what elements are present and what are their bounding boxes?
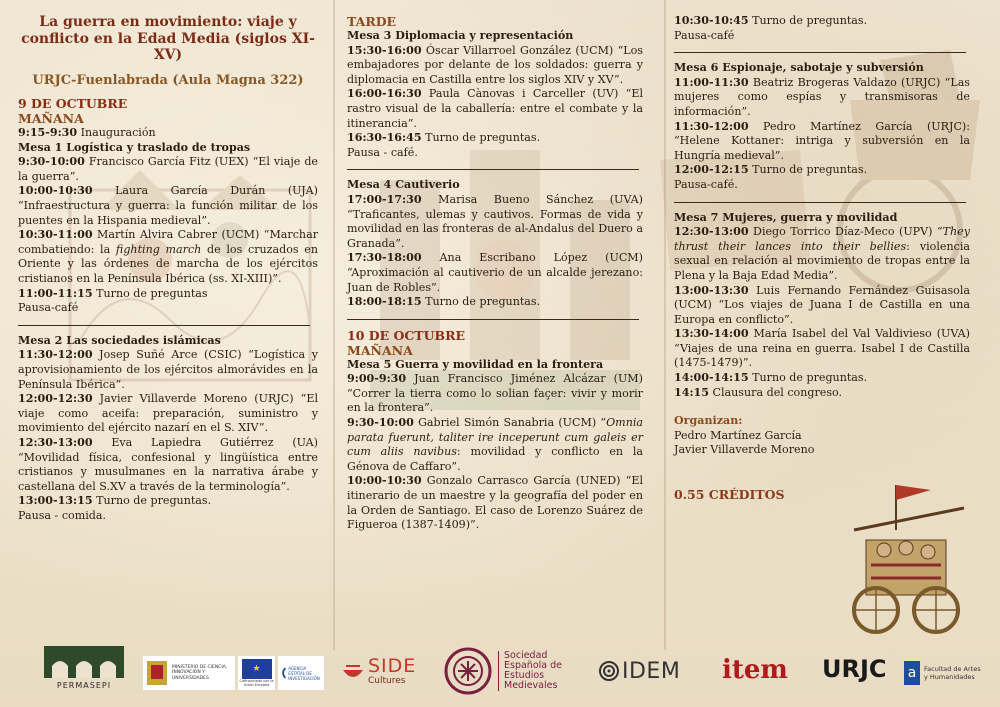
divider xyxy=(18,325,310,326)
spiral-icon xyxy=(598,660,620,682)
aqueduct-icon xyxy=(44,646,124,678)
schedule-entry: 10:30-11:00 Martín Alvira Cabrer (UCM) “Marchar combatiendo: la fighting march de los cruzados en Oriente y las órdenes de marcha de los ejércitos cristianos en la Península Ibérica (ss. XI-XIII)”. xyxy=(18,228,318,286)
schedule-entry: 15:30-16:00 Óscar Villarroel González (UCM) “Los embajadores por delante de los soldados: guerra y diplomacia en Castilla entre los siglos XIV y XV”. xyxy=(347,43,643,86)
agencia-logo: AGENCIA ESTATAL DE INVESTIGACIÓN xyxy=(278,656,324,690)
schedule-entry: 17:30-18:00 Ana Escribano López (UCM) “Aproximación al cautiverio de un alcalde jerezano: Juan de Robles”. xyxy=(347,251,643,294)
schedule-entry: 11:00-11:15 Turno de preguntas xyxy=(18,286,208,300)
schedule-entry: 12:00-12:30 Javier Villaverde Moreno (URJC) “El viaje como aceifa: preparación, suministro y movimiento del ejército nazarí en el S. XIV”. xyxy=(18,392,318,435)
seem-logo xyxy=(444,646,574,696)
schedule-entry: 9:30-10:00 Gabriel Simón Sanabria (UCM) “Omnia parata fuerunt, taliter ire inceperunt cum galeis er cum aliis navibus: movilidad y conflicto en la Génova de Caffaro”. xyxy=(347,416,643,473)
schedule-entry: 13:00-13:30 Luis Fernando Fernández Guisasola (UCM) “Los viajes de Juana I de Castilla en una Europa en conflicto”. xyxy=(674,283,971,326)
panel-title: Mesa 5 Guerra y movilidad en la frontera xyxy=(347,357,604,371)
schedule-entry: 10:00-10:30 Laura García Durán (UJA) “Infraestructura y guerra: la función militar de los puentes en la Hispania medieval”. xyxy=(18,184,319,227)
side-cultures-logo xyxy=(340,650,420,692)
credits: 0.55 CRÉDITOS xyxy=(674,487,785,503)
spain-coat-of-arms-icon xyxy=(145,659,169,687)
day-heading: 9 DE OCTUBRE xyxy=(18,96,128,112)
section-heading: MAÑANA xyxy=(347,342,413,358)
column-day-2-late xyxy=(674,14,970,503)
cup-icon xyxy=(340,658,366,684)
schedule-entry: 14:00-14:15 Turno de preguntas. xyxy=(674,371,868,385)
side-text: SIDE Cultures xyxy=(368,654,417,686)
schedule-entry: 12:30-13:00 Eva Lapiedra Gutiérrez (UA) “Movilidad física, confesional y lingüística entre cristianos y musulmanes en la narrativa árabe y castellana del S.XV a través de la terminología”. xyxy=(18,435,319,493)
schedule-entry: 11:00-11:30 Beatriz Brogeras Valdazo (URJC) “Las mujeres como espías y transmisoras de información”. xyxy=(674,75,970,118)
schedule-entry: 14:15 Clausura del congreso. xyxy=(674,385,843,399)
panel-title: Mesa 4 Cautiverio xyxy=(347,178,460,192)
column-afternoon-day-2 xyxy=(347,14,643,533)
facultad-logo xyxy=(904,658,996,688)
day-heading: 10 DE OCTUBRE xyxy=(347,327,465,343)
schedule-entry: 17:00-17:30 Marisa Bueno Sánchez (UVA) “Traficantes, ulemas y cautivos. Formas de vida y movilidad en las fronteras de al-Andalus del Duero a Granada”. xyxy=(347,192,643,250)
column-day-1-morning xyxy=(18,14,318,524)
schedule-entry: 9:00-9:30 Juan Francisco Jiménez Alcázar (UM) “Correr la tierra como lo solian façer: vivir y morir en la frontera”. xyxy=(347,372,643,415)
idem-logo: IDEM xyxy=(598,656,700,686)
panel-title: Mesa 2 Las sociedades islámicas xyxy=(18,333,221,347)
panel-title: Mesa 7 Mujeres, guerra y movilidad xyxy=(674,210,898,224)
divider xyxy=(347,169,639,170)
ministerio-logo: MINISTERIO DE CIENCIA, INNOVACIÓN Y UNIVERSIDADES xyxy=(143,656,235,690)
divider xyxy=(674,202,966,203)
pause-note: Pausa-café xyxy=(674,28,735,42)
urjc-logo: URJC xyxy=(822,655,887,683)
schedule-entry: 12:30-13:00 Diego Torrico Díaz-Meco (UPV) “They thrust their lances into their bellies: violencia sexual en relación al movimiento de tropas entre la Plena y la Baja Edad Media”. xyxy=(674,225,971,282)
schedule-entry: 12:00-12:15 Turno de preguntas. xyxy=(674,163,868,177)
schedule-entry: 10:30-10:45 Turno de preguntas. xyxy=(674,14,868,27)
schedule-entry: 11:30-12:00 Pedro Martínez García (URJC): “Helene Kottaner: intriga y subversión en la Hungría medieval”. xyxy=(674,119,970,162)
venue: URJC-Fuenlabrada (Aula Magna 322) xyxy=(32,72,304,88)
schedule-entry: 16:30-16:45 Turno de preguntas. xyxy=(347,131,541,145)
schedule-entry: 18:00-18:15 Turno de preguntas. xyxy=(347,295,541,309)
seem-text: Sociedad Española de Estudios Medievales xyxy=(498,651,562,691)
eu-logo: ★ Cofinanciado por la Unión Europea xyxy=(238,656,275,690)
section-heading: MAÑANA xyxy=(18,111,84,127)
program-title: La guerra en movimiento: viaje y conflicto en la Edad Media (siglos XI-XV) xyxy=(21,14,315,63)
pause-note: Pausa - café. xyxy=(347,145,418,159)
organizer-name: Pedro Martínez García xyxy=(674,428,802,442)
schedule-entry: 10:00-10:30 Gonzalo Carrasco García (UNED) “El itinerario de un maestre y la geografía del poder en la Orden de Santiago. El caso de Lorenzo Suárez de Figueroa (1387-1409)”. xyxy=(347,474,644,532)
item-logo: item xyxy=(722,655,788,685)
panel-title: Mesa 1 Logística y traslado de tropas xyxy=(18,140,251,154)
pause-note: Pausa-café xyxy=(18,301,79,315)
permasepi-logo: PERMASEPI xyxy=(38,646,130,698)
section-heading: TARDE xyxy=(347,14,397,29)
organizer-name: Javier Villaverde Moreno xyxy=(674,443,815,457)
facultad-text: Facultad de Artes y Humanidades xyxy=(924,665,981,681)
divider xyxy=(674,52,966,53)
sponsor-logos xyxy=(0,640,1000,707)
aei-icon xyxy=(280,660,286,686)
fold-line xyxy=(664,0,666,650)
schedule-entry: 9:15-9:30 Inauguración xyxy=(18,126,156,140)
schedule-entry: 11:30-12:00 Josep Suñé Arce (CSIC) “Logística y aprovisionamiento de los ejércitos almorávides en la Península Ibérica”. xyxy=(18,348,318,391)
faculty-a-icon: a xyxy=(904,661,920,685)
panel-title: Mesa 6 Espionaje, sabotaje y subversión xyxy=(674,61,924,75)
seem-seal-icon xyxy=(444,647,492,695)
eu-flag-icon: ★ xyxy=(242,659,272,679)
schedule-entry: 13:30-14:00 María Isabel del Val Valdivieso (UVA) “Viajes de una reina en guerra. Isabel I de Castilla (1475-1479)”. xyxy=(674,327,970,370)
schedule-entry: 16:00-16:30 Paula Cànovas i Carceller (UV) “El rastro visual de la caballería: entre el combate y la itinerancia”. xyxy=(347,87,643,130)
schedule-entry: 9:30-10:00 Francisco García Fitz (UEX) “El viaje de la guerra”. xyxy=(18,155,319,183)
pause-note: Pausa - comida. xyxy=(18,508,107,522)
pause-note: Pausa-café. xyxy=(674,177,738,191)
fold-line xyxy=(333,0,335,650)
divider xyxy=(347,319,639,320)
panel-title: Mesa 3 Diplomacia y representación xyxy=(347,29,574,42)
schedule-entry: 13:00-13:15 Turno de preguntas. xyxy=(18,494,212,508)
organizers-heading: Organizan: xyxy=(674,414,743,428)
